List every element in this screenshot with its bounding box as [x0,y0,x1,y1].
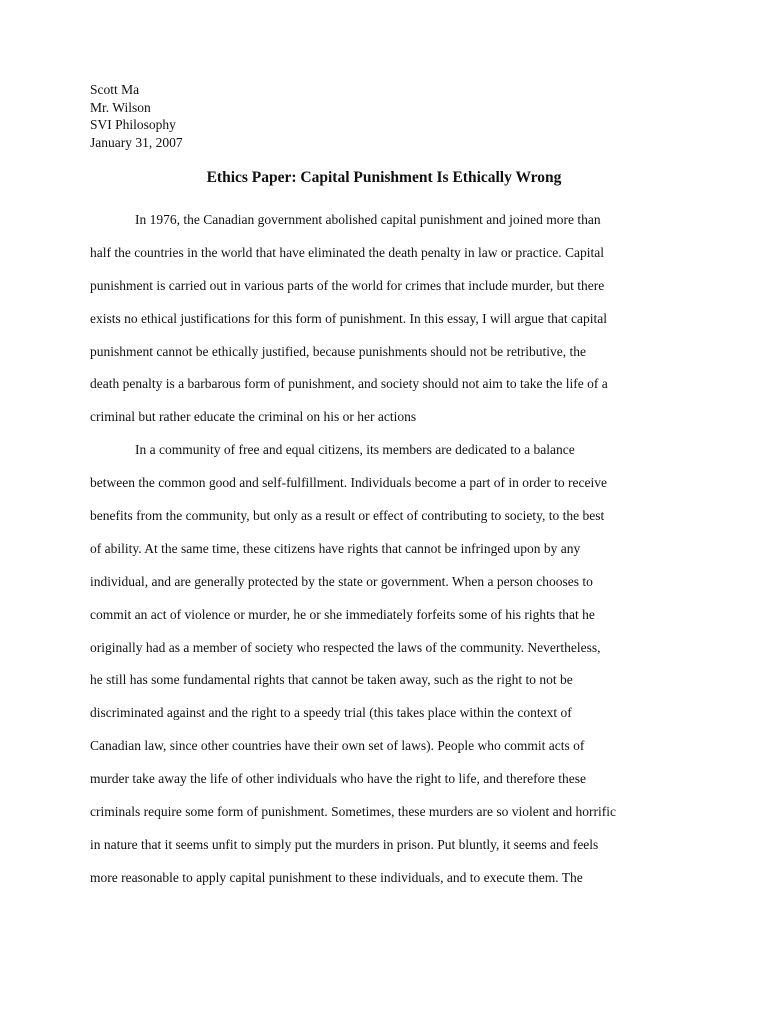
paragraph-1-line: punishment is carried out in various parts of the world for crimes that include murder, but there [90,277,605,293]
paragraph-2-line: he still has some fundamental rights that cannot be taken away, such as the right to not be [90,672,573,688]
paragraph-2-line: discriminated against and the right to a speedy trial (this takes place within the context of [90,705,572,721]
paragraph-2-line: commit an act of violence or murder, he or she immediately forfeits some of his rights that he [90,606,595,622]
course-name: SVI Philosophy [90,117,176,132]
paragraph-2-line: more reasonable to apply capital punishment to these individuals, and to execute them. The [90,869,583,885]
paragraph-1-line: punishment cannot be ethically justified, because punishments should not be retributive, the [90,343,587,359]
paragraph-2-line: In a community of free and equal citizens, its members are dedicated to a balance [135,442,575,458]
paragraph-1-line: half the countries in the world that have eliminated the death penalty in law or practice. Capital [90,244,604,260]
paragraph-2-line: individual, and are generally protected by the state or government. When a person chooses to [90,573,593,589]
paragraph-1-line: exists no ethical justifications for this form of punishment. In this essay, I will argue that capital [90,310,608,326]
document-header [90,81,183,151]
paragraph-1-line: In 1976, the Canadian government abolished capital punishment and joined more than [135,212,601,227]
teacher-name: Mr. Wilson [90,99,151,115]
paragraph-2-line: Canadian law, since other countries have their own set of laws). People who commit acts of [90,738,585,754]
paragraph-2-line: benefits from the community, but only as a result or effect of contributing to society, to the best [90,508,605,524]
document-title: Ethics Paper: Capital Punishment Is Ethically Wrong [206,169,562,186]
author-name: Scott Ma [90,82,140,97]
paragraph-2-line: of ability. At the same time, these citizens have rights that cannot be infringed upon by any [90,540,581,556]
paragraph-2-line: criminals require some form of punishment. Sometimes, these murders are so violent and horrific [90,804,616,820]
paragraph-2-line: originally had as a member of society who respected the laws of the community. Nevertheless, [90,639,601,655]
paragraph-2-line: in nature that it seems unfit to simply put the murders in prison. Put bluntly, it seems and feels [90,836,599,852]
document-body [90,204,690,895]
document-date: January 31, 2007 [90,134,183,150]
paragraph-1-line: death penalty is a barbarous form of punishment, and society should not aim to take the life of a [90,376,608,392]
paragraph-2-line: murder take away the life of other individuals who have the right to life, and therefore these [90,771,586,787]
paragraph-2-line: between the common good and self-fulfillment. Individuals become a part of in order to receive [90,475,607,491]
paragraph-1-line: criminal but rather educate the criminal on his or her actions [90,409,417,425]
